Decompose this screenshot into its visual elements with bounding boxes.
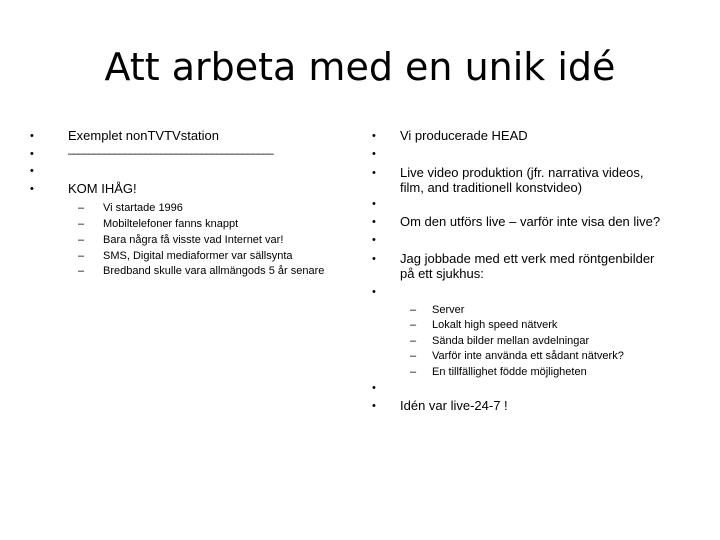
bullet-marker: • <box>372 400 376 412</box>
dash-marker: – <box>410 335 417 347</box>
bullet-marker: • <box>30 130 34 142</box>
left-sub-item: Bara några få visste vad Internet var! <box>103 234 284 246</box>
left-item: Exemplet nonTVTVstation <box>68 128 220 143</box>
bullet-marker: • <box>372 148 376 160</box>
right-sub-item: En tillfällighet födde möjligheten <box>432 366 587 378</box>
left-sub-item: Mobiltelefoner fanns knappt <box>103 218 239 230</box>
bullet-marker: • <box>372 198 376 210</box>
dash-marker: – <box>410 304 417 316</box>
right-sub-item: Varför inte använda ett sådant nätverk? <box>432 350 624 362</box>
dash-marker: – <box>410 366 417 378</box>
left-sub-item: SMS, Digital mediaformer var sällsynta <box>103 250 293 262</box>
right-item: Live video produktion (jfr. narrativa videos, <box>400 165 644 180</box>
dash-marker: – <box>78 202 85 214</box>
right-item: Om den utförs live – varför inte visa den live? <box>400 214 661 229</box>
left-item: –––––––––––––––––––––––––––––––––––––––– <box>68 148 273 160</box>
right-item: Idén var live-24-7 ! <box>400 398 508 413</box>
dash-marker: – <box>78 218 85 230</box>
left-sub-item: Vi startade 1996 <box>103 202 183 214</box>
bullet-marker: • <box>30 148 34 160</box>
bullet-marker: • <box>372 216 376 228</box>
bullet-marker: • <box>372 286 376 298</box>
bullet-marker: • <box>30 165 34 177</box>
slide-title: Att arbeta med en unik idé <box>104 45 616 89</box>
right-sub-item: Server <box>432 304 465 316</box>
right-item: Vi producerade HEAD <box>400 128 528 143</box>
bullet-marker: • <box>372 234 376 246</box>
dash-marker: – <box>410 319 417 331</box>
dash-marker: – <box>78 265 85 277</box>
bullet-marker: • <box>30 183 34 195</box>
dash-marker: – <box>78 250 85 262</box>
right-sub-item: Lokalt high speed nätverk <box>432 319 558 331</box>
right-item: Jag jobbade med ett verk med röntgenbilder <box>400 251 655 266</box>
dash-marker: – <box>410 350 417 362</box>
bullet-marker: • <box>372 382 376 394</box>
bullet-marker: • <box>372 130 376 142</box>
right-item-continuation: på ett sjukhus: <box>400 266 484 281</box>
right-sub-item: Sända bilder mellan avdelningar <box>432 335 590 347</box>
bullet-marker: • <box>372 167 376 179</box>
dash-marker: – <box>78 234 85 246</box>
left-sub-item: Bredband skulle vara allmängods 5 år senare <box>103 265 325 277</box>
left-item: KOM IHÅG! <box>68 181 137 196</box>
bullet-marker: • <box>372 253 376 265</box>
right-item-continuation: film, and traditionell konstvideo) <box>400 180 583 195</box>
